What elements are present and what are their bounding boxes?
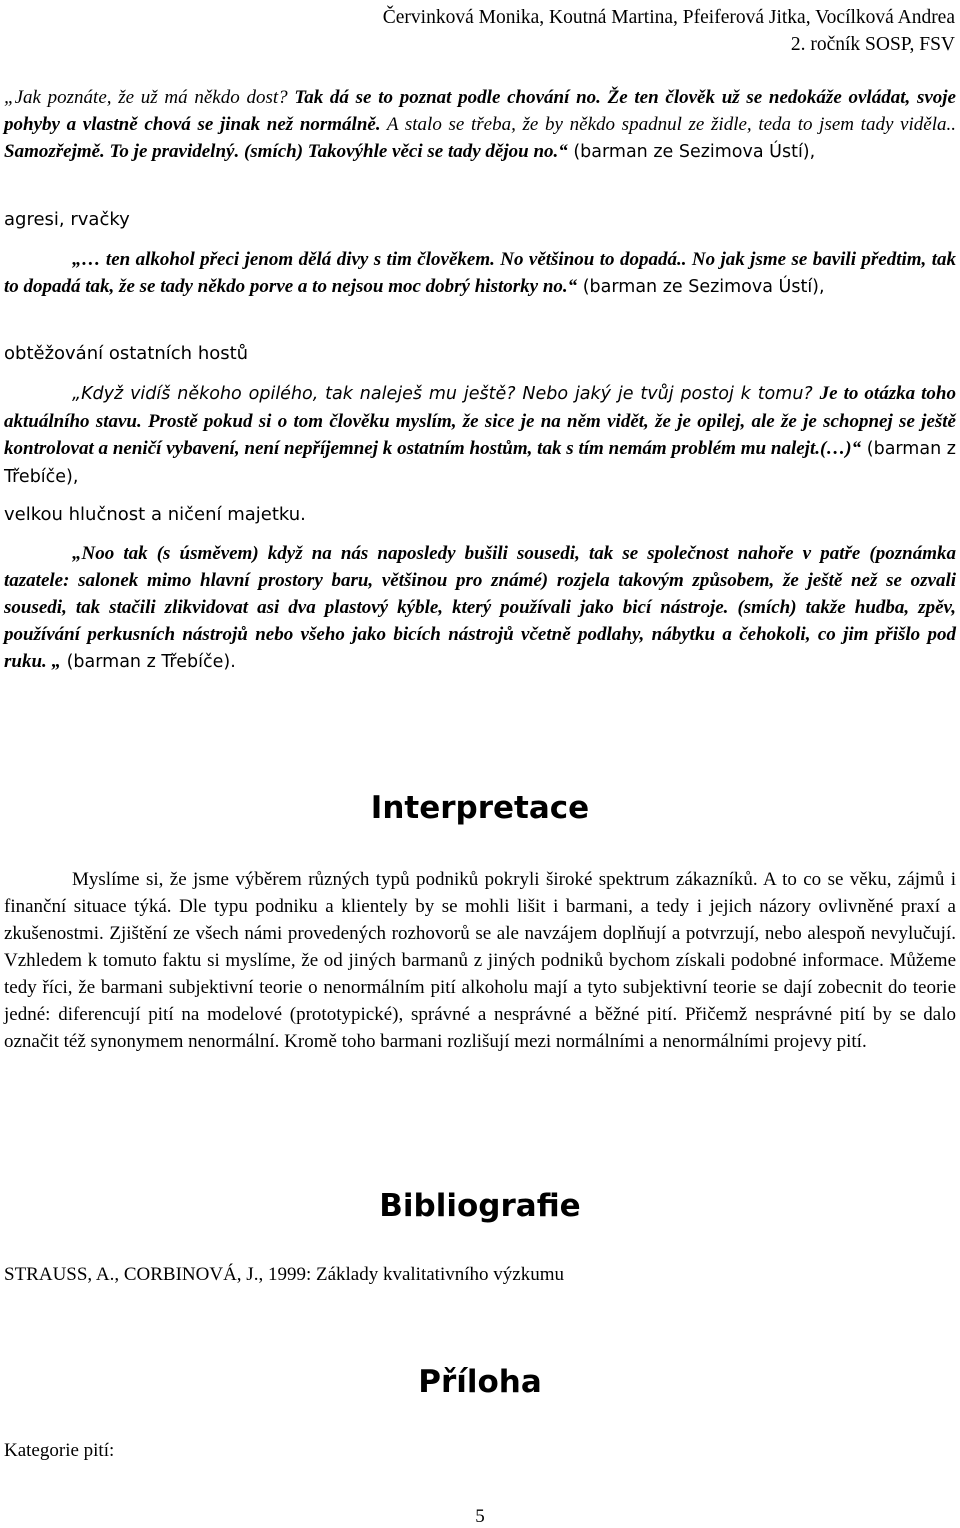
bartender-answer: Samozřejmě. To je pravidelný. (smích) Takovýhle věci se tady dějou no.	[4, 141, 559, 162]
quote-paragraph-1	[4, 84, 956, 166]
quote-close-mark: “	[567, 276, 578, 297]
quote-open-mark: „	[72, 384, 82, 404]
quote-source: (barman ze Sezimova Ústí),	[577, 277, 825, 297]
quote-paragraph-3	[4, 380, 956, 491]
appendix-label: Kategorie pití:	[4, 1440, 115, 1461]
category-label: agresi, rvačky	[4, 209, 130, 230]
quote-paragraph-2	[4, 246, 956, 301]
header-course: 2. ročník SOSP, FSV	[790, 34, 955, 55]
section-title-priloha: Příloha	[418, 1364, 542, 1400]
interpretace-text: Myslíme si, že jsme výběrem různých typů podniků pokryli široké spektrum zákazníků. A to co se věku, zájmů i finanční situace týká. Dle typu podniku a klientely by se mohli lišit i barmani, a tedy i jejich názory ovlivněné praxí a zkušenostmi. Zjištění ze všech námi provedených rozhovorů se ale navzájem doplňují a potvrzují, nebo alespoň nevylučují. Vzhledem k tomuto faktu si myslíme, že od jiných barmanů z jiných podniků bychom získali podobné informace. Můžeme tedy říci, že barmani subjektivní teorie o nenormálním pití alkoholu mají a tyto subjektivní teorie se dají zobecnit do teorie jedné: diferencují pití na modelové (prototypické), správné a nesprávné a běžné pití. Přičemž nesprávné pití by se dalo označit též synonymem nenormální. Kromě toho barmani rozlišují mezi normálními a nenormálními projevy pití.	[4, 869, 956, 1052]
bartender-answer: ten alkohol přeci jenom dělá divy s tim člověkem. No většinou to dopadá.. No jak jsme se bavili předtim, tak to dopadá tak, že se tady někdo porve a to nejsou moc dobrý historky no.	[4, 249, 956, 297]
quote-paragraph-4	[4, 540, 956, 676]
page-number: 5	[475, 1506, 485, 1527]
quote-source: (barman z Třebíče),	[4, 439, 956, 487]
page-header	[383, 4, 955, 58]
quote-close-mark: “	[558, 141, 568, 162]
category-label: velkou hlučnost a ničení majetku.	[4, 504, 306, 525]
interviewer-question: A stalo se třeba, že by někdo spadnul ze židle, teda to jsem tady viděla..	[380, 114, 956, 135]
quote-open-mark: „	[72, 543, 82, 564]
interviewer-question: Když vidíš někoho opilého, tak naleješ mu ještě? Nebo jaký je tvůj postoj k tomu?	[81, 384, 820, 404]
quote-open-mark: „…	[72, 249, 106, 270]
quote-open-mark: „	[4, 87, 15, 108]
quote-source: (barman ze Sezimova Ústí),	[567, 142, 816, 162]
section-title-interpretace: Interpretace	[370, 790, 590, 826]
header-authors: Červinková Monika, Koutná Martina, Pfeiferová Jitka, Vocílková Andrea	[382, 7, 955, 28]
bartender-answer: Noo tak (s úsměvem) když na nás naposledy bušili sousedi, tak se společnost nahoře v patře (poznámka tazatele: salonek mimo hlavní prostory baru, většinou pro známé) rozjela takovým způsobem, že ještě než se ozvali sousedi, tak stačili zlikvidovat asi dva plastový kýble, který používali jako bicí nástroje. (smích) takže hudba, zpěv, používání perkusních nástrojů nebo všeho jako bicích nástrojů včetně podlahy, nábytku a čehokoli, co jim přišlo pod ruku. „	[4, 543, 956, 672]
category-label: obtěžování ostatních hostů	[4, 343, 249, 364]
interviewer-question: Jak poznáte, že už má někdo dost?	[14, 87, 295, 108]
quote-close-mark: “	[851, 438, 862, 459]
quote-source: (barman z Třebíče).	[61, 652, 236, 672]
bibliography-entry: STRAUSS, A., CORBINOVÁ, J., 1999: Základy kvalitativního výzkumu	[4, 1264, 564, 1285]
bartender-answer: Je to otázka toho aktuálního stavu. Prostě pokud si o tom člověku myslím, že sice je na něm vidět, že je opilej, ale že je schopnej se ještě kontrolovat a neničí vybavení, není nepříjemnej k ostatním hostům, tak s tím nemám problém mu nalejt.(…)	[4, 383, 956, 459]
bartender-answer: Tak dá se to poznat podle chování no. Že ten člověk už se nedokáže ovládat, svoje pohyby a vlastně chová se jinak než normálně.	[4, 87, 956, 135]
section-title-bibliografie: Bibliografie	[379, 1188, 581, 1224]
